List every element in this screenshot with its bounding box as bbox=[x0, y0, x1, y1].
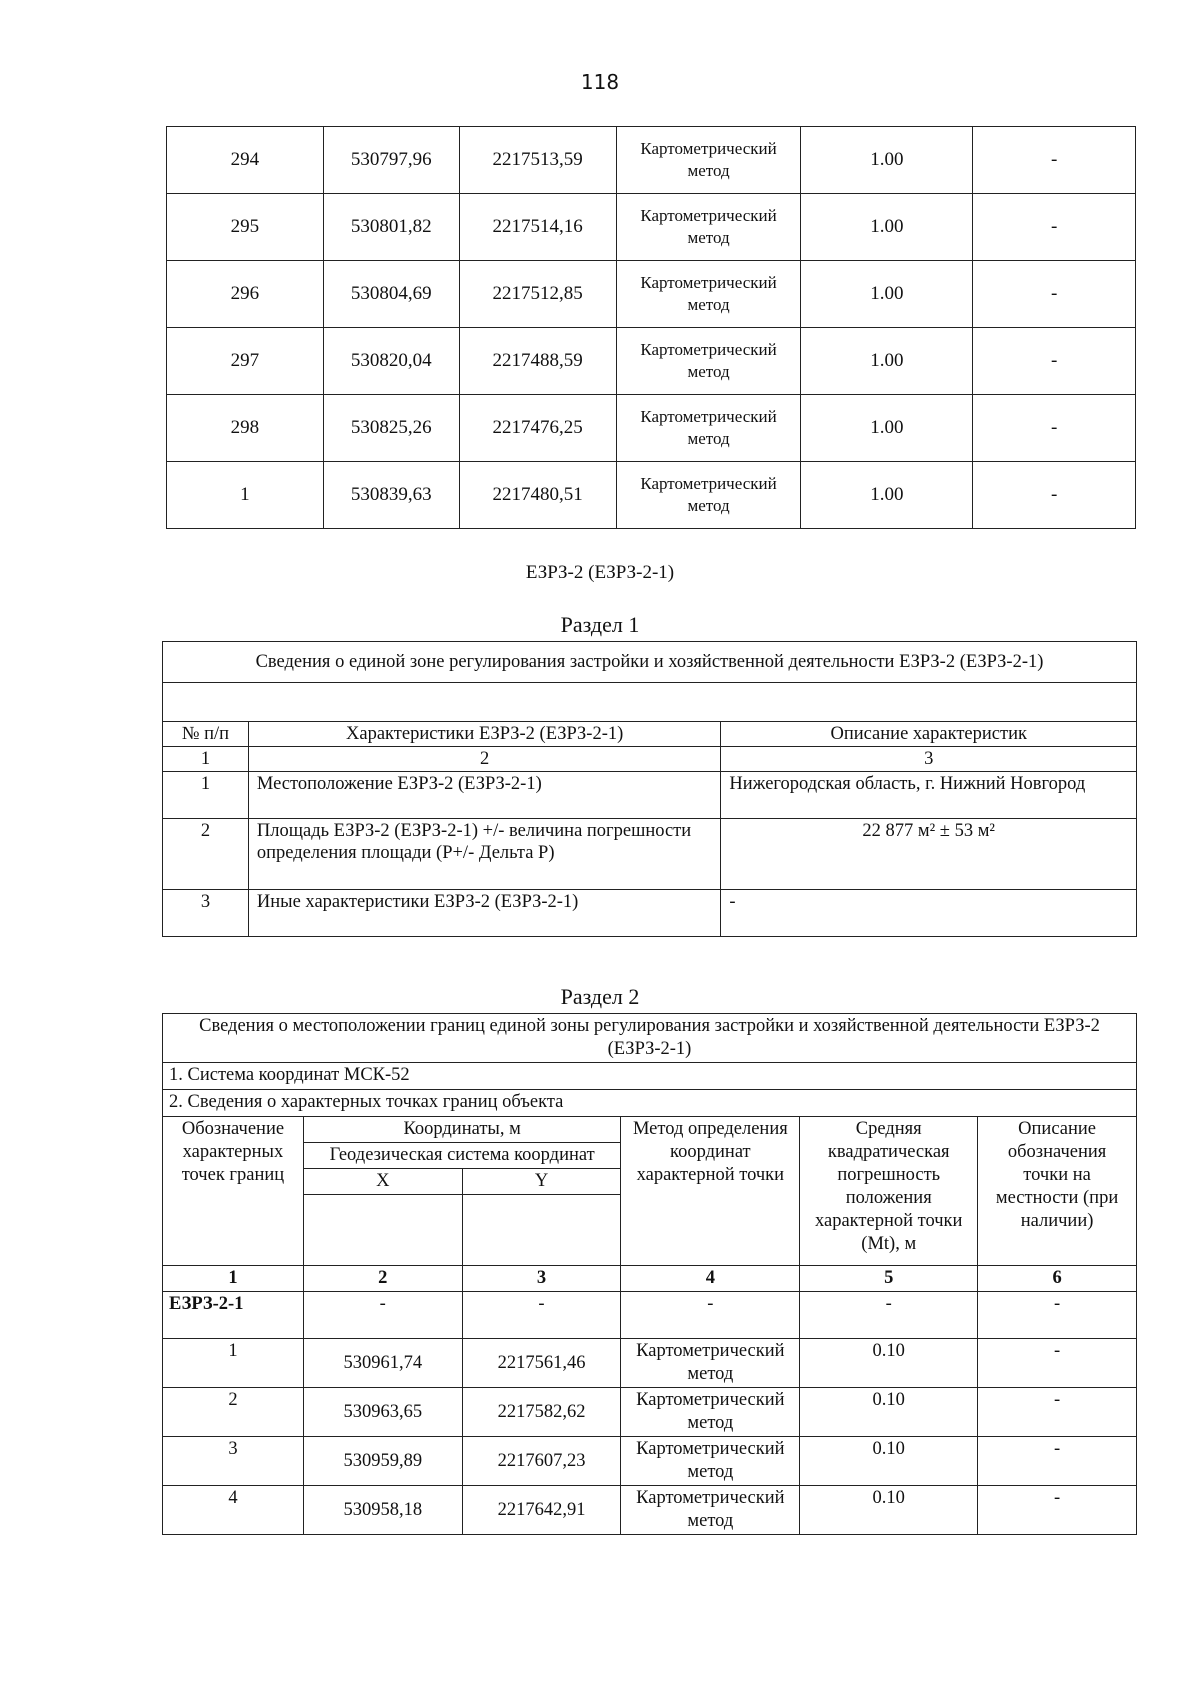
column-header-designation: Обозначение характерных точек границ bbox=[163, 1117, 304, 1266]
characteristic-cell: Площадь ЕЗРЗ-2 (ЕЗРЗ-2-1) +/- величина погрешности определения площади (Р+/- Дельта Р) bbox=[248, 819, 721, 890]
table-row bbox=[167, 194, 1136, 261]
accuracy-cell: 0.10 bbox=[800, 1388, 978, 1437]
table-row bbox=[163, 1437, 1137, 1486]
y-cell: 2217642,91 bbox=[462, 1486, 621, 1535]
table-row bbox=[163, 819, 1137, 890]
method-cell: Картометрический метод bbox=[616, 127, 801, 194]
column-header-coordinates: Координаты, м bbox=[303, 1117, 621, 1143]
desc-cell: - bbox=[973, 395, 1136, 462]
column-header-x: X bbox=[303, 1169, 462, 1195]
accuracy-cell: 1.00 bbox=[801, 462, 973, 529]
point-id: 298 bbox=[167, 395, 324, 462]
point-id: 4 bbox=[163, 1486, 304, 1535]
column-header-number: № п/п bbox=[163, 722, 249, 747]
table-row bbox=[167, 127, 1136, 194]
point-id: 1 bbox=[167, 462, 324, 529]
y-cell: 2217513,59 bbox=[459, 127, 616, 194]
group-row bbox=[163, 1292, 1137, 1339]
method-cell: Картометрический метод bbox=[621, 1486, 800, 1535]
y-cell: 2217607,23 bbox=[462, 1437, 621, 1486]
column-number: 6 bbox=[978, 1266, 1137, 1292]
table-row bbox=[163, 1339, 1137, 1388]
x-cell: 530804,69 bbox=[323, 261, 459, 328]
column-number: 3 bbox=[721, 747, 1137, 772]
column-header-accuracy: Средняя квадратическая погрешность положения характерной точки (Mt), м bbox=[800, 1117, 978, 1266]
accuracy-cell: 0.10 bbox=[800, 1339, 978, 1388]
x-cell: 530825,26 bbox=[323, 395, 459, 462]
x-cell: 530839,63 bbox=[323, 462, 459, 529]
method-cell: Картометрический метод bbox=[616, 395, 801, 462]
x-cell: 530963,65 bbox=[303, 1388, 462, 1437]
y-cell: 2217512,85 bbox=[459, 261, 616, 328]
y-cell: - bbox=[462, 1292, 621, 1339]
desc-cell: - bbox=[978, 1339, 1137, 1388]
method-cell: Картометрический метод bbox=[616, 194, 801, 261]
column-header-point-description: Описание обозначения точки на местности (при наличии) bbox=[978, 1117, 1137, 1266]
point-id: 295 bbox=[167, 194, 324, 261]
page-number: 118 bbox=[580, 70, 620, 94]
accuracy-cell: 0.10 bbox=[800, 1437, 978, 1486]
point-id: 3 bbox=[163, 1437, 304, 1486]
y-cell: 2217561,46 bbox=[462, 1339, 621, 1388]
zone-caption: ЕЗРЗ-2 (ЕЗРЗ-2-1) bbox=[525, 562, 675, 583]
boundary-points-table bbox=[162, 1013, 1137, 1535]
section2-title: Раздел 2 bbox=[560, 984, 640, 1009]
method-cell: Картометрический метод bbox=[616, 462, 801, 529]
desc-cell: - bbox=[973, 261, 1136, 328]
group-name: ЕЗРЗ-2-1 bbox=[163, 1292, 304, 1339]
x-cell: 530959,89 bbox=[303, 1437, 462, 1486]
row-number: 1 bbox=[163, 772, 249, 819]
column-number: 1 bbox=[163, 1266, 304, 1292]
accuracy-cell: 1.00 bbox=[801, 127, 973, 194]
method-cell: Картометрический метод bbox=[616, 328, 801, 395]
table-row bbox=[163, 1486, 1137, 1535]
column-header-y: Y bbox=[462, 1169, 621, 1195]
points-info: 2. Сведения о характерных точках границ объекта bbox=[163, 1090, 1137, 1117]
accuracy-cell: 1.00 bbox=[801, 194, 973, 261]
table-row bbox=[167, 462, 1136, 529]
table-row bbox=[163, 890, 1137, 937]
point-id: 1 bbox=[163, 1339, 304, 1388]
point-id: 2 bbox=[163, 1388, 304, 1437]
accuracy-cell: 1.00 bbox=[801, 395, 973, 462]
zone-info-table bbox=[162, 641, 1137, 937]
x-cell: 530958,18 bbox=[303, 1486, 462, 1535]
point-id: 296 bbox=[167, 261, 324, 328]
column-number: 4 bbox=[621, 1266, 800, 1292]
table-row bbox=[167, 395, 1136, 462]
method-cell: Картометрический метод bbox=[616, 261, 801, 328]
x-cell: 530820,04 bbox=[323, 328, 459, 395]
desc-cell: - bbox=[978, 1486, 1137, 1535]
characteristic-cell: Иные характеристики ЕЗРЗ-2 (ЕЗРЗ-2-1) bbox=[248, 890, 721, 937]
column-number: 3 bbox=[462, 1266, 621, 1292]
method-cell: Картометрический метод bbox=[621, 1388, 800, 1437]
column-number: 1 bbox=[163, 747, 249, 772]
row-number: 3 bbox=[163, 890, 249, 937]
y-cell: 2217488,59 bbox=[459, 328, 616, 395]
section1-header: Сведения о единой зоне регулирования застройки и хозяйственной деятельности ЕЗРЗ-2 (ЕЗРЗ-2-1) bbox=[163, 642, 1137, 683]
description-cell: - bbox=[721, 890, 1137, 937]
column-number: 5 bbox=[800, 1266, 978, 1292]
accuracy-cell: 1.00 bbox=[801, 328, 973, 395]
table-row bbox=[167, 261, 1136, 328]
coord-system: 1. Система координат МСК-52 bbox=[163, 1063, 1137, 1090]
method-cell: Картометрический метод bbox=[621, 1437, 800, 1486]
section1-title: Раздел 1 bbox=[560, 612, 640, 637]
section2-header: Сведения о местоположении границ единой зоны регулирования застройки и хозяйственной деятельности ЕЗРЗ-2 (ЕЗРЗ-2-1) bbox=[163, 1014, 1137, 1063]
row-number: 2 bbox=[163, 819, 249, 890]
x-cell: 530801,82 bbox=[323, 194, 459, 261]
characteristic-cell: Местоположение ЕЗРЗ-2 (ЕЗРЗ-2-1) bbox=[248, 772, 721, 819]
x-cell: 530797,96 bbox=[323, 127, 459, 194]
column-header-geodetic: Геодезическая система координат bbox=[303, 1143, 621, 1169]
accuracy-cell: 0.10 bbox=[800, 1486, 978, 1535]
point-id: 297 bbox=[167, 328, 324, 395]
desc-cell: - bbox=[973, 194, 1136, 261]
method-cell: Картометрический метод bbox=[621, 1339, 800, 1388]
accuracy-cell: 1.00 bbox=[801, 261, 973, 328]
table-row bbox=[163, 772, 1137, 819]
y-cell: 2217582,62 bbox=[462, 1388, 621, 1437]
column-header-characteristics: Характеристики ЕЗРЗ-2 (ЕЗРЗ-2-1) bbox=[248, 722, 721, 747]
desc-cell: - bbox=[978, 1292, 1137, 1339]
point-id: 294 bbox=[167, 127, 324, 194]
coordinates-table-continued bbox=[166, 126, 1136, 529]
column-number: 2 bbox=[303, 1266, 462, 1292]
method-cell: - bbox=[621, 1292, 800, 1339]
desc-cell: - bbox=[973, 127, 1136, 194]
desc-cell: - bbox=[978, 1437, 1137, 1486]
header-spacer bbox=[462, 1195, 621, 1266]
table-row bbox=[163, 1388, 1137, 1437]
y-cell: 2217476,25 bbox=[459, 395, 616, 462]
table-row bbox=[167, 328, 1136, 395]
header-spacer bbox=[303, 1195, 462, 1266]
x-cell: 530961,74 bbox=[303, 1339, 462, 1388]
x-cell: - bbox=[303, 1292, 462, 1339]
y-cell: 2217480,51 bbox=[459, 462, 616, 529]
empty-row bbox=[163, 683, 1137, 722]
desc-cell: - bbox=[973, 462, 1136, 529]
description-cell: 22 877 м² ± 53 м² bbox=[721, 819, 1137, 890]
accuracy-cell: - bbox=[800, 1292, 978, 1339]
column-number: 2 bbox=[248, 747, 721, 772]
column-header-method: Метод определения координат характерной точки bbox=[621, 1117, 800, 1266]
description-cell: Нижегородская область, г. Нижний Новгород bbox=[721, 772, 1137, 819]
y-cell: 2217514,16 bbox=[459, 194, 616, 261]
desc-cell: - bbox=[978, 1388, 1137, 1437]
column-header-description: Описание характеристик bbox=[721, 722, 1137, 747]
desc-cell: - bbox=[973, 328, 1136, 395]
